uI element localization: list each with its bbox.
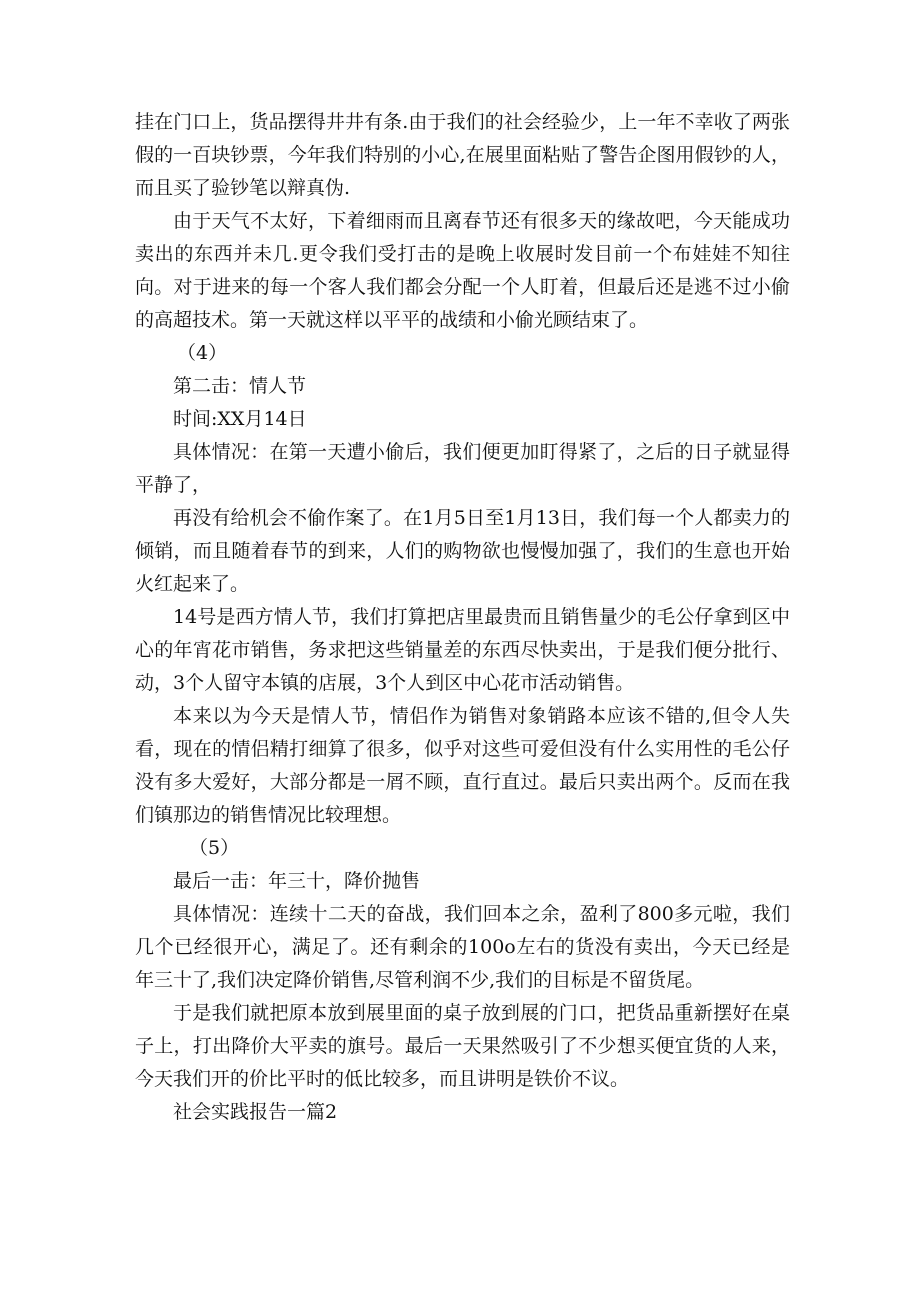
time-line: 时间:XX月14日 <box>173 408 307 430</box>
paragraph-valentines-plan: 14号是西方情人节，我们打算把店里最贵而且销售量少的毛公仔拿到区中心的年宵花市销售，务求把这些销量差的东西尽快卖出，于是我们便分批行、动，3个人留守本镇的店展，3个人到区中心花市活动销售。 <box>135 606 790 694</box>
document-page <box>135 106 790 1129</box>
paragraph-valentines-result: 本来以为今天是情人节，情侣作为销售对象销路本应该不错的,但令人失看，现在的情侣精打细算了很多，似乎对这些可爱但没有什么实用性的毛公仔没有多大爱好，大部分都是一屑不顾，直行直过。最后只卖出两个。反而在我们镇那边的销售情况比较理想。 <box>135 705 790 826</box>
next-report-title: 社会实践报告一篇2 <box>173 1101 338 1123</box>
heading-valentines: 第二击：情人节 <box>173 375 307 397</box>
paragraph-clearance: 于是我们就把原本放到展里面的桌子放到展的门口，把货品重新摆好在桌子上，打出降价大平卖的旗号。最后一天果然吸引了不少想买便宜货的人来，今天我们开的价比平时的低比较多，而且讲明是铁价不议。 <box>135 1002 790 1090</box>
paragraph-details-1: 具体情况：在第一天遭小偷后，我们便更加盯得紧了，之后的日子就显得平静了， <box>135 441 790 496</box>
paragraph-sales-growth: 再没有给机会不偷作案了。在1月5日至1月13日，我们每一个人都卖力的倾销，而且随着春节的到来，人们的购物欲也慢慢加强了，我们的生意也开始火红起来了。 <box>135 507 790 595</box>
heading-final-strike: 最后一击：年三十，降价抛售 <box>173 870 421 892</box>
section-number-5: （5） <box>189 837 240 859</box>
paragraph-first-day: 由于天气不太好，下着细雨而且离春节还有很多天的缘故吧，今天能成功卖出的东西并未几.更令我们受打击的是晚上收展时发目前一个布娃娃不知往向。对于进来的每一个客人我们都会分配一个人盯着，但最后还是逃不过小偷的高超技术。第一天就这样以平平的战绩和小偷光顾结束了。 <box>135 210 790 331</box>
paragraph-continued-stall: 挂在门口上，货品摆得井井有条.由于我们的社会经验少，上一年不幸收了两张假的一百块钞票，今年我们特别的小心,在展里面粘贴了警告企图用假钞的人，而且买了验钞笔以辩真伪. <box>135 111 790 199</box>
section-number-4: （4） <box>177 342 228 364</box>
paragraph-details-2: 具体情况：连续十二天的奋战，我们回本之余，盈利了800多元啦，我们几个已经很开心，满足了。还有剩余的100o左右的货没有卖出，今天已经是年三十了,我们决定降价销售,尽管利润不少,我们的目标是不留货尾。 <box>135 903 790 991</box>
